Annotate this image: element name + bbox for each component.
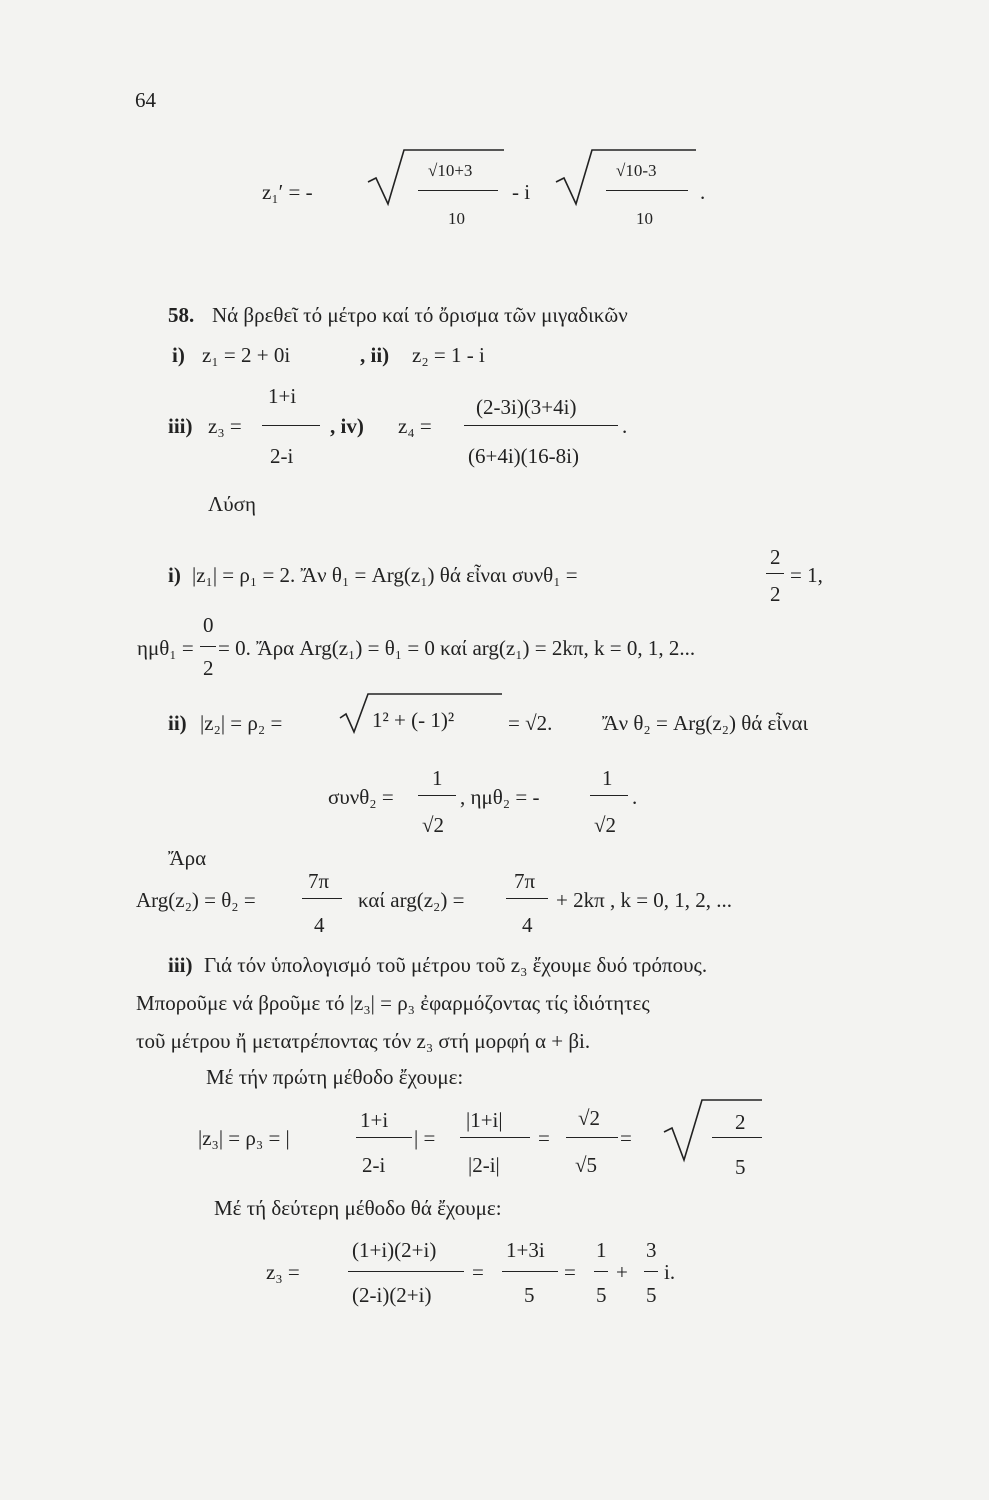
sol-i-text: |z₁| = ρ₁ = 2. Ἄν θ₁ = Arg(z₁) θά εἶναι συνθ₁ = (192, 563, 578, 587)
m1-num-2: |1+i| (466, 1108, 503, 1132)
sol-ii-text: Ἄν θ₂ = Arg(z₂) θά εἶναι (602, 711, 809, 735)
top-den-1: 10 (448, 209, 465, 228)
sol-i-den: 2 (770, 582, 781, 606)
m1-eq-2: = (620, 1126, 632, 1150)
item-iv-lhs: z₄ = (398, 414, 432, 438)
sol-ii-mid: = √2. (508, 711, 553, 735)
m1-den-1: 2-i (362, 1153, 386, 1177)
arg-den-1: 4 (314, 913, 325, 937)
fraction-bar (590, 795, 628, 796)
fraction-bar (418, 795, 456, 796)
m2-eq-1: = (472, 1260, 484, 1284)
item-iv-den: (6+4i)(16-8i) (468, 444, 579, 468)
m1-den-4: 5 (735, 1155, 746, 1179)
sin-end: . (632, 785, 638, 809)
top-num-2: √10-3 (616, 161, 657, 180)
sin-num: 1 (602, 766, 613, 790)
item-iv-num: (2-3i)(3+4i) (476, 395, 577, 419)
item-ii-label: , ii) (360, 343, 390, 367)
item-iii-den: 2-i (270, 444, 294, 468)
arg-num-1: 7π (308, 869, 330, 893)
radical-sign-4 (664, 1098, 774, 1162)
sol-i-num: 2 (770, 545, 781, 569)
arg-mid: καί arg(z₂) = (358, 888, 465, 912)
sol-iii-label: iii) (168, 953, 193, 977)
fraction-bar (594, 1271, 608, 1272)
sol-i-sin-lhs: ημθ₁ = (137, 636, 194, 660)
item-iii-num: 1+i (268, 384, 297, 408)
fraction-bar (348, 1271, 464, 1272)
fraction-bar (356, 1137, 412, 1138)
sin-den: √2 (594, 813, 617, 837)
fraction-bar (200, 646, 216, 647)
sol-i-sin-den: 2 (203, 656, 214, 680)
fraction-bar (302, 898, 342, 899)
fraction-bar (502, 1271, 558, 1272)
m1-den-3: √5 (575, 1153, 598, 1177)
fraction-bar (418, 190, 498, 191)
item-iv-end: . (622, 414, 628, 438)
sol-ii-rad: 1² + (- 1)² (372, 708, 455, 732)
top-formula-lhs: z₁′ = - (262, 180, 313, 204)
m1-eq: = (538, 1126, 550, 1150)
item-ii-expr: z₂ = 1 - i (412, 343, 485, 367)
m2-den-3: 5 (596, 1283, 607, 1307)
fraction-bar (262, 425, 320, 426)
m1-num-3: √2 (578, 1106, 601, 1130)
method-2-intro: Μέ τή δεύτερη μέθοδο θά ἔχουμε: (214, 1196, 502, 1220)
sol-i-sin-text: = 0. Ἄρα Arg(z₁) = θ₁ = 0 καί arg(z₁) = 2kπ, k = 0, 1, 2... (218, 636, 696, 660)
item-i-expr: z₁ = 2 + 0i (202, 343, 291, 367)
m2-num-4: 3 (646, 1238, 657, 1262)
m1-lhs: |z₃| = ρ₃ = | (198, 1126, 290, 1150)
fraction-bar (644, 1271, 658, 1272)
fraction-bar (712, 1137, 762, 1138)
sol-i-end: = 1, (790, 563, 823, 587)
m2-eq-2: = (564, 1260, 576, 1284)
m1-num-1: 1+i (360, 1108, 389, 1132)
arg-lhs: Arg(z₂) = θ₂ = (136, 888, 256, 912)
sol-i-sin-num: 0 (203, 613, 214, 637)
fraction-bar (464, 425, 618, 426)
m2-den-4: 5 (646, 1283, 657, 1307)
cos-den: √2 (422, 813, 445, 837)
sol-iii-line-3: τοῦ μέτρου ἤ μετατρέποντας τόν z₃ στή μορφή α + βi. (136, 1029, 591, 1053)
item-i-label: i) (172, 343, 185, 367)
m2-num-2: 1+3i (506, 1238, 545, 1262)
m2-den-2: 5 (524, 1283, 535, 1307)
fraction-bar (606, 190, 688, 191)
sol-iii-line-1: Γιά τόν ὑπολογισμό τοῦ μέτρου τοῦ z₃ ἔχουμε δυό τρόπους. (204, 953, 708, 977)
sin-lhs: , ημθ₂ = - (460, 785, 540, 809)
m2-den-1: (2-i)(2+i) (352, 1283, 432, 1307)
top-den-2: 10 (636, 209, 653, 228)
top-formula-mid: - i (512, 180, 531, 204)
item-iii-lhs: z₃ = (208, 414, 242, 438)
m2-lhs: z₃ = (266, 1260, 300, 1284)
exercise-number: 58. (168, 303, 195, 327)
m1-den-2: |2-i| (468, 1153, 500, 1177)
item-iv-label: , iv) (330, 414, 364, 438)
arg-den-2: 4 (522, 913, 533, 937)
solution-heading: Λύση (208, 492, 256, 516)
m1-bar: | = (414, 1126, 436, 1150)
m2-num-1: (1+i)(2+i) (352, 1238, 437, 1262)
arg-end: + 2kπ , k = 0, 1, 2, ... (556, 888, 733, 912)
cos-lhs: συνθ₂ = (328, 785, 394, 809)
exercise-statement: Νά βρεθεῖ τό μέτρο καί τό ὄρισμα τῶν μιγαδικῶν (212, 303, 628, 327)
sol-ii-label: ii) (168, 711, 187, 735)
fraction-bar (506, 898, 548, 899)
sol-ii-lhs: |z₂| = ρ₂ = (200, 711, 283, 735)
ara-label: Ἄρα (168, 846, 207, 870)
sol-iii-line-2: Μποροῦμε νά βροῦμε τό |z₃| = ρ₃ ἐφαρμόζοντας τίς ἰδιότητες (136, 991, 650, 1015)
m2-end: i. (664, 1260, 676, 1284)
method-1-intro: Μέ τήν πρώτη μέθοδο ἔχουμε: (206, 1065, 464, 1089)
m2-plus: + (616, 1260, 628, 1284)
fraction-bar (460, 1137, 530, 1138)
cos-num: 1 (432, 766, 443, 790)
page-number: 64 (135, 88, 156, 112)
m2-num-3: 1 (596, 1238, 607, 1262)
item-iii-label: iii) (168, 414, 193, 438)
top-formula-end: . (700, 180, 706, 204)
fraction-bar (566, 1137, 618, 1138)
sol-i-label: i) (168, 563, 181, 587)
m1-num-4: 2 (735, 1110, 746, 1134)
top-num-1: √10+3 (428, 161, 473, 180)
arg-num-2: 7π (514, 869, 536, 893)
fraction-bar (766, 573, 784, 574)
